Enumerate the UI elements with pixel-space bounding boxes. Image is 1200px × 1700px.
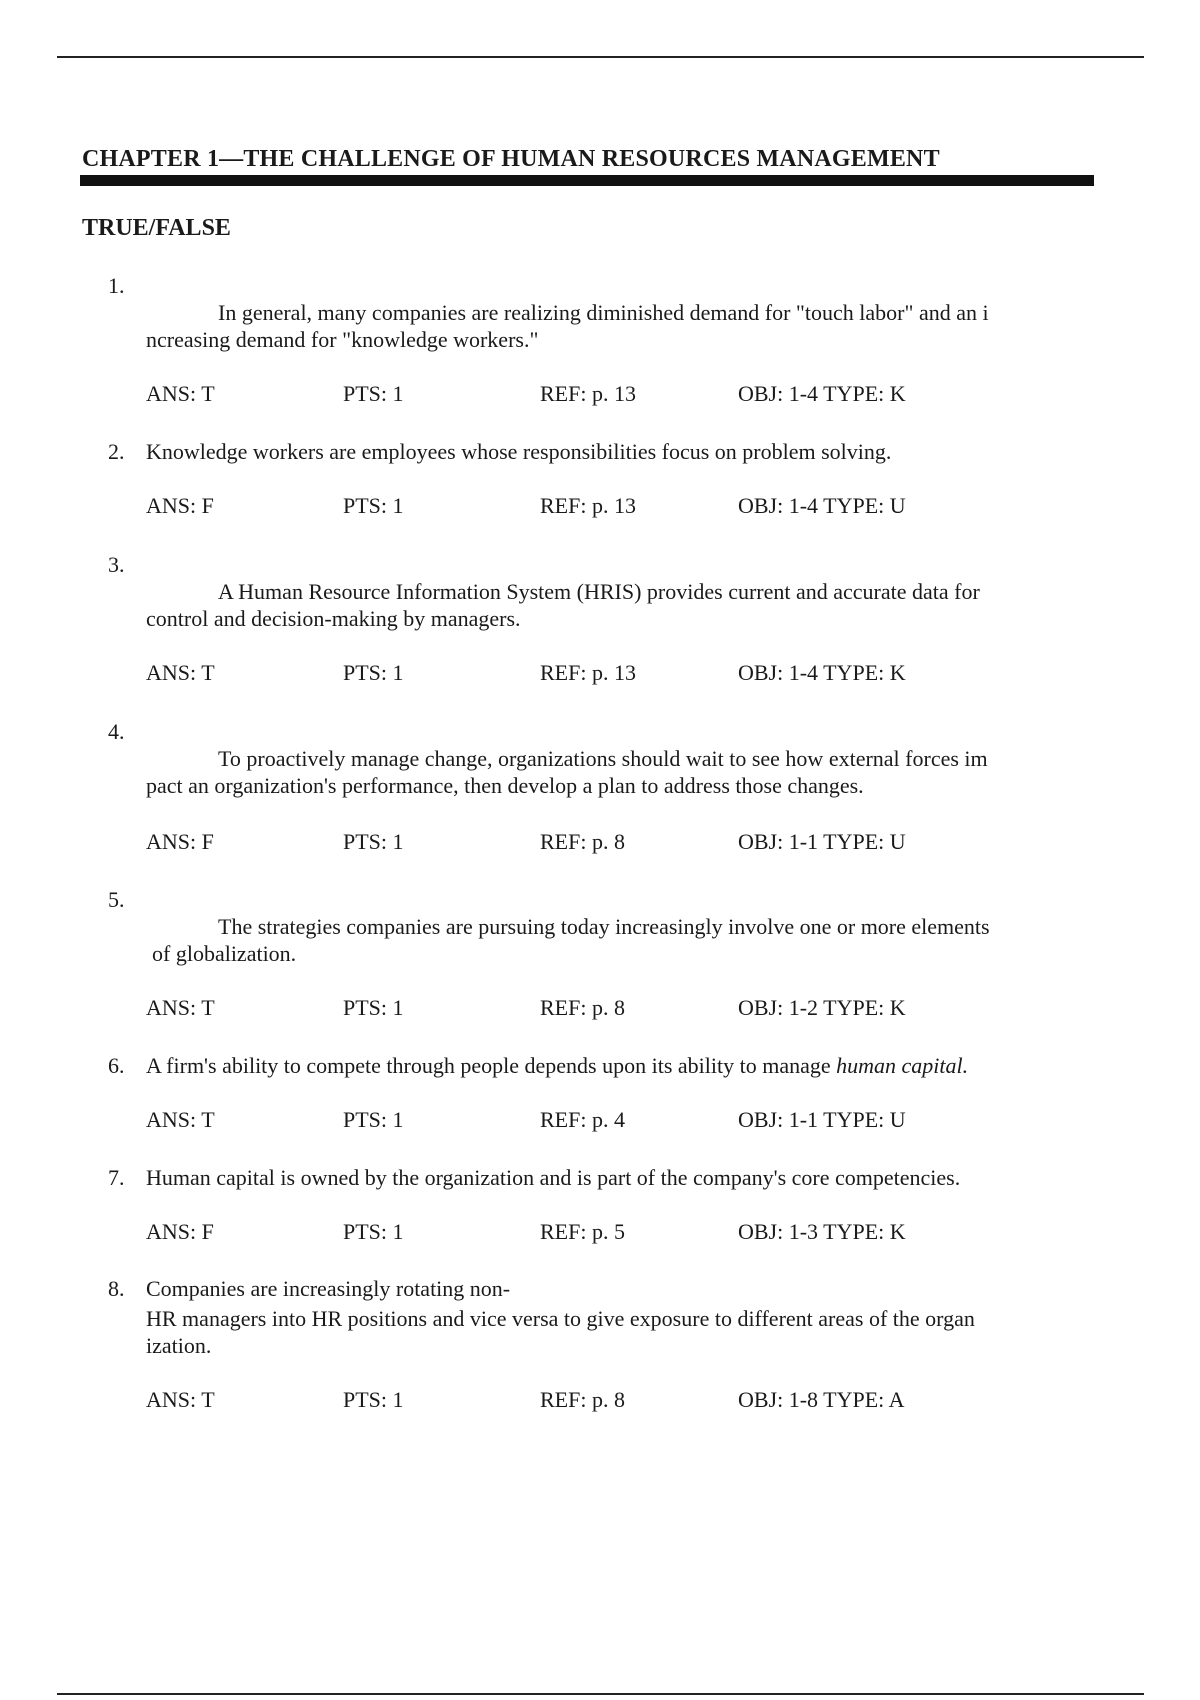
question-text-line <box>146 1052 1086 1079</box>
answer: ANS: F <box>146 829 214 854</box>
question-number: 8. <box>108 1276 125 1301</box>
question-number: 1. <box>108 273 125 298</box>
question-text-line: control and decision-making by managers. <box>146 606 521 631</box>
question-text-line: In general, many companies are realizing diminished demand for "touch labor" and an i <box>218 300 989 325</box>
question-text <box>146 551 1086 632</box>
question-text-line: Human capital is owned by the organization and is part of the company's core competencies. <box>146 1165 961 1190</box>
bottom-rule <box>57 1693 1144 1695</box>
question-number: 4. <box>108 719 125 744</box>
question-text <box>146 886 1086 967</box>
answer: ANS: T <box>146 660 215 685</box>
reference: REF: p. 8 <box>540 995 625 1020</box>
question-text-line: A Human Resource Information System (HRIS) provides current and accurate data for <box>218 579 980 604</box>
reference: REF: p. 13 <box>540 660 636 685</box>
chapter-underline-bar <box>80 175 1094 186</box>
question-text-line: ncreasing demand for "knowledge workers." <box>146 327 539 352</box>
question-text-line: HR managers into HR positions and vice versa to give exposure to different areas of the organ <box>146 1306 975 1331</box>
reference: REF: p. 5 <box>540 1219 625 1244</box>
section-title: TRUE/FALSE <box>82 215 231 241</box>
question-text-line: pact an organization's performance, then develop a plan to address those changes. <box>146 773 864 798</box>
question-text-line: The strategies companies are pursuing today increasingly involve one or more elements <box>218 914 990 939</box>
points: PTS: 1 <box>343 660 404 685</box>
answer: ANS: F <box>146 493 214 518</box>
answer-meta-3 <box>0 660 1200 687</box>
points: PTS: 1 <box>343 1107 404 1132</box>
points: PTS: 1 <box>343 493 404 518</box>
question-text-line: Companies are increasingly rotating non- <box>146 1276 511 1301</box>
answer: ANS: T <box>146 1387 215 1412</box>
points: PTS: 1 <box>343 381 404 406</box>
question-text-line: To proactively manage change, organizations should wait to see how external forces im <box>218 746 988 771</box>
answer: ANS: T <box>146 381 215 406</box>
question-text-plain: A firm's ability to compete through people depends upon its ability to manage <box>146 1053 837 1078</box>
chapter-title: CHAPTER 1—THE CHALLENGE OF HUMAN RESOURCES MANAGEMENT <box>82 146 940 172</box>
objective-type: OBJ: 1-4 TYPE: K <box>738 381 906 406</box>
objective-type: OBJ: 1-1 TYPE: U <box>738 829 906 854</box>
question-text <box>146 1275 1086 1359</box>
answer-meta-8 <box>0 1387 1200 1414</box>
reference: REF: p. 8 <box>540 1387 625 1412</box>
answer-meta-2 <box>0 493 1200 520</box>
question-text <box>146 438 1086 465</box>
objective-type: OBJ: 1-8 TYPE: A <box>738 1387 905 1412</box>
answer: ANS: F <box>146 1219 214 1244</box>
question-text-emphasis: human capital. <box>836 1053 969 1078</box>
points: PTS: 1 <box>343 1219 404 1244</box>
question-number: 3. <box>108 552 125 577</box>
answer-meta-7 <box>0 1219 1200 1246</box>
points: PTS: 1 <box>343 1387 404 1412</box>
answer-meta-1 <box>0 381 1200 408</box>
objective-type: OBJ: 1-4 TYPE: U <box>738 493 906 518</box>
question-text <box>146 1052 1086 1079</box>
question-text <box>146 272 1086 353</box>
reference: REF: p. 13 <box>540 381 636 406</box>
question-text-line: ization. <box>146 1333 212 1358</box>
objective-type: OBJ: 1-2 TYPE: K <box>738 995 906 1020</box>
question-text-line: Knowledge workers are employees whose responsibilities focus on problem solving. <box>146 439 892 464</box>
question-text-line: of globalization. <box>152 941 297 966</box>
question-text <box>146 718 1086 799</box>
objective-type: OBJ: 1-1 TYPE: U <box>738 1107 906 1132</box>
reference: REF: p. 4 <box>540 1107 625 1132</box>
top-rule <box>57 56 1144 58</box>
question-number: 6. <box>108 1053 125 1078</box>
answer-meta-4 <box>0 829 1200 856</box>
reference: REF: p. 8 <box>540 829 625 854</box>
question-number: 7. <box>108 1165 125 1190</box>
objective-type: OBJ: 1-3 TYPE: K <box>738 1219 906 1244</box>
question-number: 5. <box>108 887 125 912</box>
answer: ANS: T <box>146 995 215 1020</box>
answer-meta-6 <box>0 1107 1200 1134</box>
objective-type: OBJ: 1-4 TYPE: K <box>738 660 906 685</box>
points: PTS: 1 <box>343 829 404 854</box>
question-number: 2. <box>108 439 125 464</box>
answer-meta-5 <box>0 995 1200 1022</box>
reference: REF: p. 13 <box>540 493 636 518</box>
answer: ANS: T <box>146 1107 215 1132</box>
points: PTS: 1 <box>343 995 404 1020</box>
question-text <box>146 1164 1086 1191</box>
